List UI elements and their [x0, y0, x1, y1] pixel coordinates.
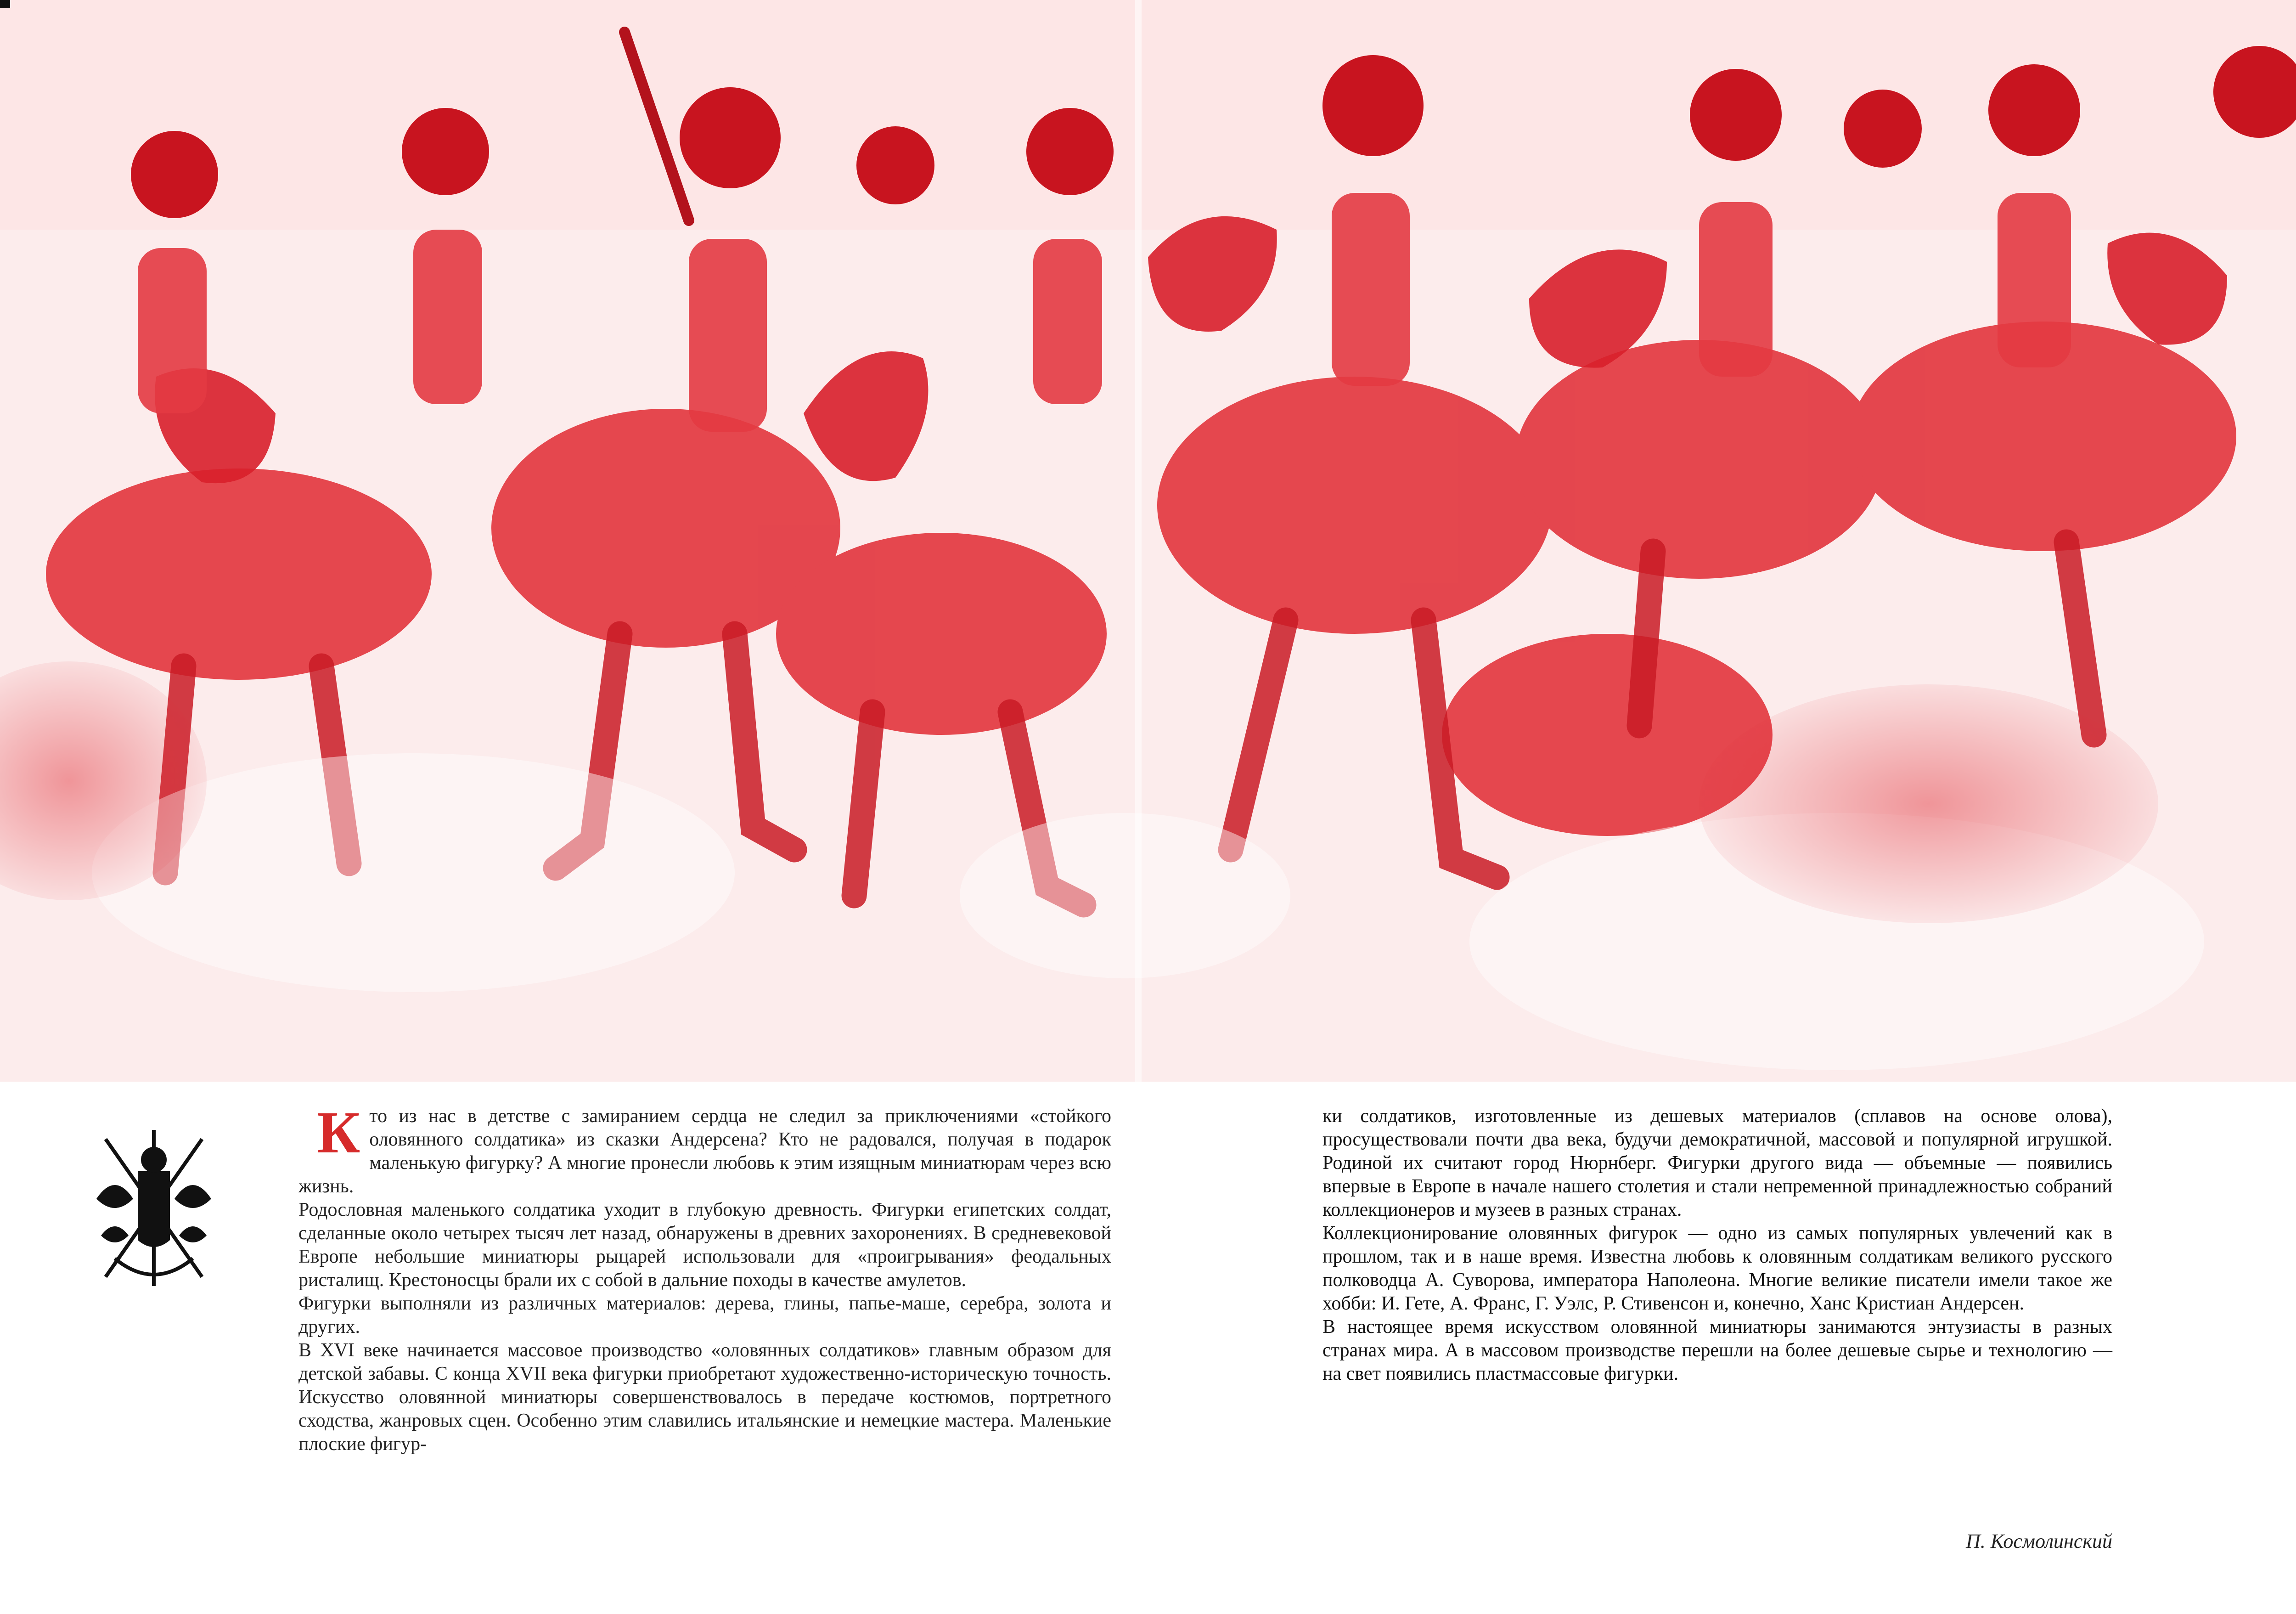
military-trophy-emblem-icon [87, 1121, 220, 1295]
ru-paragraph-7: В настоящее время искусством оловянной миниатюры занимаются энтузиасты в разных странах мира. А в массовом производстве перешли на более дешевые сырье и технологию — на свет появились пластмассовые фигурки. [1322, 1316, 2112, 1384]
ru-paragraph-4: В XVI веке начинается массовое производство «оловянных солдатиков» главным образом для детской забавы. С конца XVII века фигурки приобретают художественно-историческую точность. Искусство оловянной миниатюры совершенствовалось в передаче костюмов, портретного сходства, жанровых сцен. Особенно этим славились итальянские и немецкие мастера. Маленькие плоские фигур- [298, 1340, 1111, 1455]
ru-paragraph-1 [298, 1100, 1111, 1198]
ru-signature: П. Космолинский [1966, 1530, 2112, 1552]
ru-article-column-1 [298, 1100, 1111, 1456]
ru-paragraph-3: Фигурки выполняли из различных материалов: дерева, глины, папье-маше, серебра, золота и других. [298, 1293, 1111, 1337]
ru-paragraph-6: Коллекционирование оловянных фигурок — одно из самых популярных увлечений как в прошлом, так и в наше время. Известна любовь к оловянным солдатикам великого русского полководца А. Суворова, императора Наполеона. Многие великие писатели имели такое же хобби: И. Гете, А. Франс, Г. Уэлс, Р. Стивенсон и, конечно, Ханс Кристиан Андерсен. [1322, 1223, 2112, 1314]
emblem-drawing [87, 1121, 220, 1295]
ru-article-column-2 [1322, 1105, 2112, 1386]
ru-paragraph-1-text: то из нас в детстве с замиранием сердца не следил за приключениями «стойкого оловянного солдатика» из сказки Андерсена? Кто не радовался, получая в подарок маленькую фигурку? А многие пронесли любовь к этим изящным миниатюрам через всю жизнь. [298, 1106, 1111, 1197]
ru-dropcap: К [317, 1100, 360, 1166]
corner-mark [0, 0, 10, 8]
page-fold [1135, 0, 1142, 1082]
ru-paragraph-2: Родословная маленького солдатика уходит в глубокую древность. Фигурки египетских солдат, сделанные около четырех тысяч лет назад, обнаружены в древних захоронениях. В средневековой Европе небольшие миниатюры рыцарей использовали для «проигрывания» феодальных ристалищ. Крестоносцы брали их с собой в дальние походы в качестве амулетов. [298, 1199, 1111, 1291]
ru-paragraph-5: ки солдатиков, изготовленные из дешевых материалов (сплавов на основе олова), просуществовали почти два века, будучи демократичной, массовой и популярной игрушкой. Родиной их считают город Нюрнберг. Фигурки другого вида — объемные — появились впервые в Европе в начале нашего столетия и стали непременной принадлежностью собраний коллекционеров и музеев в разных странах. [1322, 1106, 2112, 1220]
